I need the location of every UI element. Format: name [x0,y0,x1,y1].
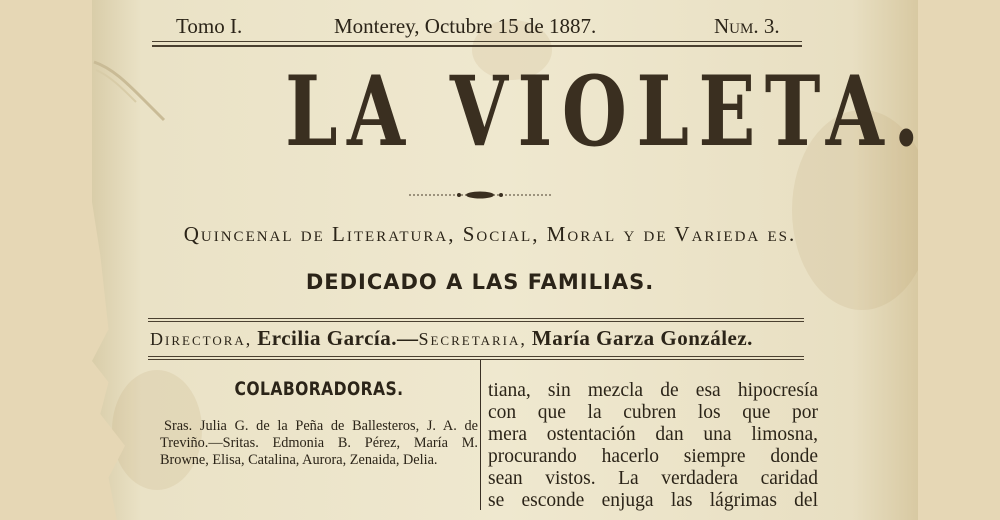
header-rule-bottom [152,45,802,47]
place-date: Monterey, Octubre 15 de 1887. [334,14,597,38]
dedication: DEDICADO A LAS FAMILIAS. [305,270,655,294]
staff-rule-bottom-2 [148,359,804,360]
secretary-label: Secretaria, [418,329,527,349]
article-column [488,380,818,512]
article-line: procurando hacerlo siempre donde [488,446,818,467]
article-line: con que la cubren los que por [488,402,818,423]
article-line: tiana, sin mezcla de esa hipocresía [488,380,818,401]
issue-header [0,14,1000,44]
masthead-title: LA VIOLETA. [285,55,929,168]
staff-line [150,326,810,351]
subtitle: Quincenal de Literatura, Social, Moral y de Varieda es. [183,222,797,246]
collaborators-list: Sras. Julia G. de la Peña de Ballesteros, J. A. de Treviño.—Sritas. Edmonia B. Pérez, María M. Browne, Elisa, Catalina, Aurora, Zenaida, Delia. [160,418,478,468]
director-label: Directora, [150,329,253,349]
staff-rule-top [148,318,804,319]
header-rule-top [152,41,802,42]
director-name: Ercilia García. [257,326,397,350]
column-divider [480,360,481,510]
collaborators-column [160,378,478,469]
issue-number: Num. 3. [714,14,780,38]
torn-thread-decoration [92,58,172,128]
staff-rule-top-2 [148,321,804,322]
staff-rule-bottom [148,356,804,357]
staff-dash: — [396,326,419,350]
article-line: sean vistos. La verdadera caridad [488,468,818,489]
collaborators-heading: COLABORADORAS. [234,378,404,400]
secretary-name: María Garza González. [531,326,753,350]
ornament-divider [405,188,555,202]
volume-label: Tomo I. [176,14,243,38]
article-line: se esconde enjuga las lágrimas del [488,490,818,511]
article-line: mera ostentación dan una limosna, [488,424,818,445]
